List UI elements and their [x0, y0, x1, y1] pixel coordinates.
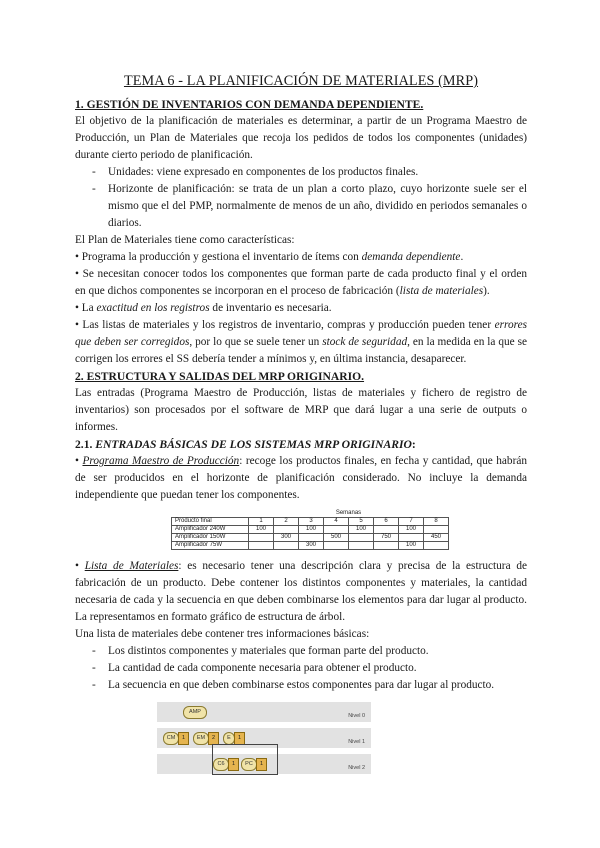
tree-qty: 1: [228, 758, 239, 771]
tree-qty: 2: [208, 732, 219, 745]
week-header: 6: [374, 518, 399, 526]
tree-node: C6: [213, 758, 229, 771]
week-header: 4: [324, 518, 349, 526]
section-1-intro: El objetivo de la planificación de materiales es determinar, a partir de un Programa Maestro de Producción, un Plan de Materiales que recoja los pedidos de todos los componentes (unidades) durante cierto periodo de planificación.: [75, 115, 527, 161]
section-2-heading: 2. ESTRUCTURA Y SALIDAS DEL MRP ORIGINARIO.: [75, 370, 365, 383]
tree-node: PC: [241, 758, 257, 771]
bullet-3: • La exactitud en los registros de inventario es necesaria.: [75, 302, 332, 314]
table-row: Amplificador 240W 100 100 100 100: [172, 526, 449, 534]
level-2-band: Nivel 2: [157, 754, 371, 774]
tree-qty: 1: [256, 758, 267, 771]
level-1-band: Nivel 1: [157, 728, 371, 748]
tree-qty: 1: [178, 732, 189, 745]
bom-three-info: Una lista de materiales debe contener tres informaciones básicas:: [75, 628, 370, 640]
dash-list-2: [75, 643, 527, 694]
section-2-intro: Las entradas (Programa Maestro de Producción, listas de materiales y fichero de registro de inventarios) son procesados por el software de MRP que dará lugar a una serie de outputs o informes.: [75, 387, 527, 433]
section-1-heading: 1. GESTIÓN DE INVENTARIOS CON DEMANDA DEPENDIENTE.: [75, 98, 424, 111]
document-page: [75, 72, 527, 774]
table-row: Amplificador 150W 300 500 750 450: [172, 534, 449, 542]
week-header: 8: [424, 518, 449, 526]
week-header: 2: [274, 518, 299, 526]
week-header: 7: [399, 518, 424, 526]
tree-qty: 1: [234, 732, 245, 745]
week-header: 5: [349, 518, 374, 526]
tree-node-root: AMP: [183, 706, 207, 719]
dash-item-horizon: - Horizonte de planificación: se trata de un plan a corto plazo, cuyo horizonte suele ser el mismo que el del PMP, normalmente de menos de un año, dividido en periodos semanales o diarios.: [92, 181, 527, 232]
bom-tree-diagram: [157, 702, 371, 774]
bullet-1: • Programa la producción y gestiona el inventario de ítems con demanda dependiente.: [75, 251, 464, 263]
subsection-2-1-heading: 2.1. ENTRADAS BÁSICAS DE LOS SISTEMAS MRP ORIGINARIO:: [75, 438, 416, 451]
dash-item-units: - Unidades: viene expresado en componentes de los productos finales.: [92, 164, 527, 181]
week-header: 1: [249, 518, 274, 526]
page-title: TEMA 6 - LA PLANIFICACIÓN DE MATERIALES (MRP): [123, 73, 479, 89]
dash-item-quantity: - La cantidad de cada componente necesaria para obtener el producto.: [92, 660, 527, 677]
tree-node: EM: [193, 732, 209, 745]
production-schedule-table: [171, 510, 449, 550]
dash-item-sequence: - La secuencia en que deben combinarse estos componentes para dar lugar al producto.: [92, 677, 527, 694]
pmp-bullet: • Programa Maestro de Producción: recoge los productos finales, en fecha y cantidad, que habrán de ser producidos en el horizonte de planificación considerado. No incluye la demanda independiente que puedan tener los componentes.: [75, 455, 528, 501]
bullet-4: • Las listas de materiales y los registros de inventario, compras y producción pueden tener errores que deben ser corregidos, por lo que se suele tener un stock de seguridad, en la medida en la que se corrigen los errores el SS debería tender a mínimos y, en última instancia, desaparecer.: [75, 319, 527, 365]
weeks-header: Semanas: [335, 510, 362, 516]
level-0-band: Nivel 0: [157, 702, 371, 722]
bullet-2: • Se necesitan conocer todos los componentes que forman parte de cada producto final y el orden en que dichos componentes se incorporan en el proceso de fabricación (lista de materiales).: [75, 268, 527, 297]
tree-node: E: [223, 732, 235, 745]
characteristics-intro: El Plan de Materiales tiene como características:: [75, 234, 295, 246]
bom-bullet: • Lista de Materiales: es necesario tener una descripción clara y precisa de la estructura de fabricación de un producto. Debe contener los distintos componentes y materiales, la cantidad necesaria de cada y la secuencia en que deben combinarse los elementos para dar lugar al producto. La representamos en formato gráfico de estructura de árbol.: [75, 560, 527, 623]
table-row: Amplificador 75W 300 100: [172, 542, 449, 550]
product-header: Producto final: [172, 518, 249, 526]
dash-item-components: - Los distintos componentes y materiales que forman parte del producto.: [92, 643, 527, 660]
dash-list-1: [75, 164, 527, 232]
tree-node: CM: [163, 732, 179, 745]
week-header: 3: [299, 518, 324, 526]
